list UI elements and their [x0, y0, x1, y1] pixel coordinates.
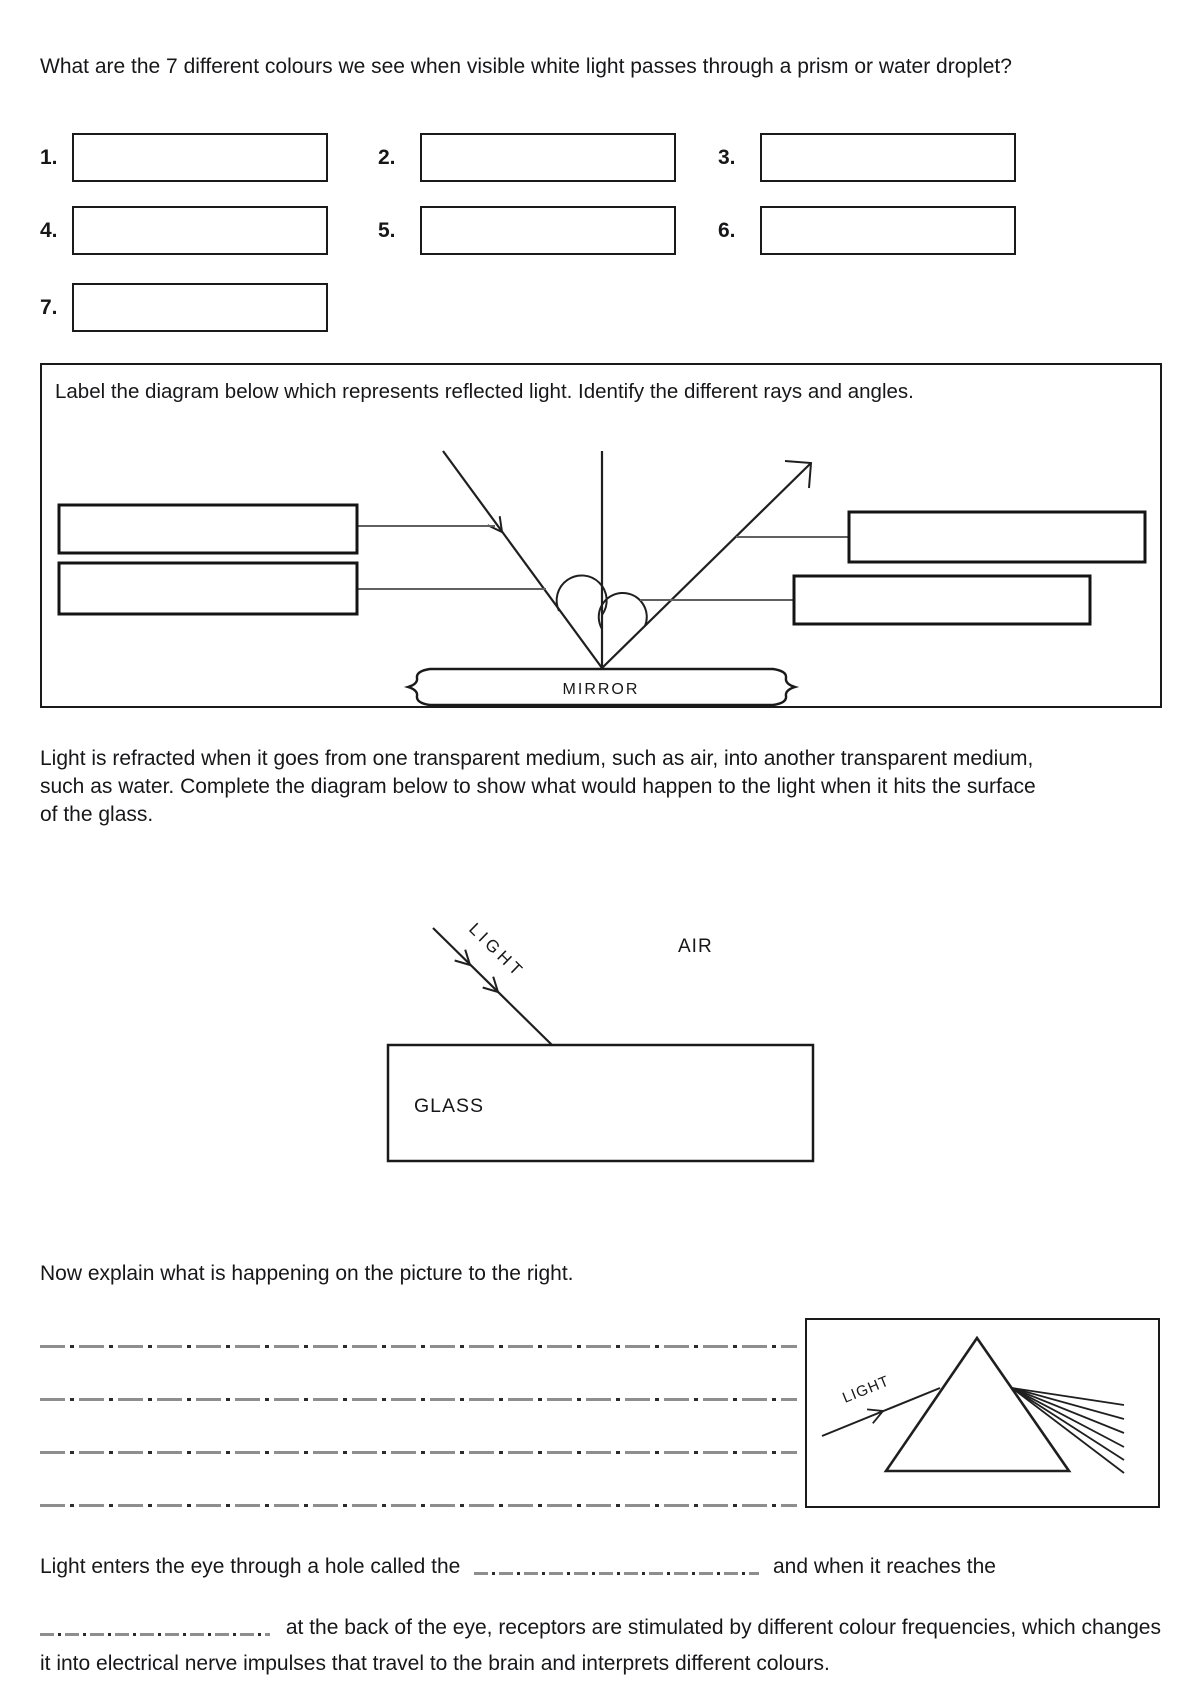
mirror-label: MIRROR	[562, 681, 640, 698]
label-box-reflected-ray[interactable]	[849, 512, 1145, 562]
refraction-paragraph: Light is refracted when it goes from one transparent medium, such as air, into another transparent medium, such as water. Complete the diagram below to show what would happen to the light when it hits the surface of the glass.	[40, 747, 1036, 826]
spectrum-ray-5	[1012, 1388, 1124, 1460]
colour-answer-box-7[interactable]	[72, 283, 328, 332]
reflection-diagram	[39, 362, 1161, 707]
answer-line-2[interactable]	[40, 1398, 797, 1401]
angle-of-reflection-arc	[599, 593, 647, 629]
eye-paragraph-line-2	[40, 1610, 1165, 1681]
colours-question-text: What are the 7 different colours we see when visible white light passes through a prism or water droplet?	[40, 55, 1012, 78]
answer-line-3[interactable]	[40, 1451, 797, 1454]
answer-line-4[interactable]	[40, 1504, 797, 1507]
eye-blank-pupil[interactable]	[474, 1555, 759, 1575]
label-box-angle-of-reflection[interactable]	[794, 576, 1090, 624]
colour-answer-box-4[interactable]	[72, 206, 328, 255]
explain-prompt: Now explain what is happening on the picture to the right.	[40, 1262, 574, 1285]
air-label: AIR	[678, 936, 713, 957]
colour-number-3: 3.	[718, 146, 736, 169]
reflected-ray-line	[602, 463, 811, 668]
colour-answer-box-2[interactable]	[420, 133, 676, 182]
colour-number-5: 5.	[378, 219, 396, 242]
eye-text-part2: and when it reaches the	[773, 1555, 996, 1578]
refraction-diagram	[330, 900, 850, 1175]
eye-paragraph-line-1	[40, 1553, 1165, 1581]
reflection-instruction: Label the diagram below which represents reflected light. Identify the different rays and angles.	[55, 380, 914, 403]
colour-answer-box-6[interactable]	[760, 206, 1016, 255]
colour-number-4: 4.	[40, 219, 58, 242]
reflection-section-frame	[40, 363, 1162, 708]
incident-ray-line	[443, 451, 602, 668]
eye-text-part3: at the back of the eye, receptors are stimulated by different colour frequencies, which changes it into electrical nerve impulses that travel to the brain and interprets different colours.	[40, 1616, 1161, 1675]
eye-text-part1: Light enters the eye through a hole called the	[40, 1555, 461, 1578]
label-box-incident-ray[interactable]	[59, 505, 357, 553]
colour-number-2: 2.	[378, 146, 396, 169]
colour-number-1: 1.	[40, 146, 58, 169]
colour-answer-box-5[interactable]	[420, 206, 676, 255]
colour-number-7: 7.	[40, 296, 58, 319]
label-box-angle-of-incidence[interactable]	[59, 563, 357, 614]
colour-answer-box-1[interactable]	[72, 133, 328, 182]
prism-light-ray	[822, 1388, 940, 1436]
answer-line-1[interactable]	[40, 1345, 797, 1348]
refraction-light-label: LIGHT	[465, 919, 529, 982]
eye-blank-retina[interactable]	[40, 1616, 270, 1636]
prism-diagram	[804, 1317, 1159, 1507]
colour-answer-box-3[interactable]	[760, 133, 1016, 182]
spectrum-ray-3	[1012, 1388, 1124, 1433]
spectrum-ray-6	[1012, 1388, 1124, 1473]
glass-label: GLASS	[414, 1095, 485, 1117]
prism-light-label: LIGHT	[840, 1372, 893, 1407]
colour-number-6: 6.	[718, 219, 736, 242]
prism-picture-box	[805, 1318, 1160, 1508]
